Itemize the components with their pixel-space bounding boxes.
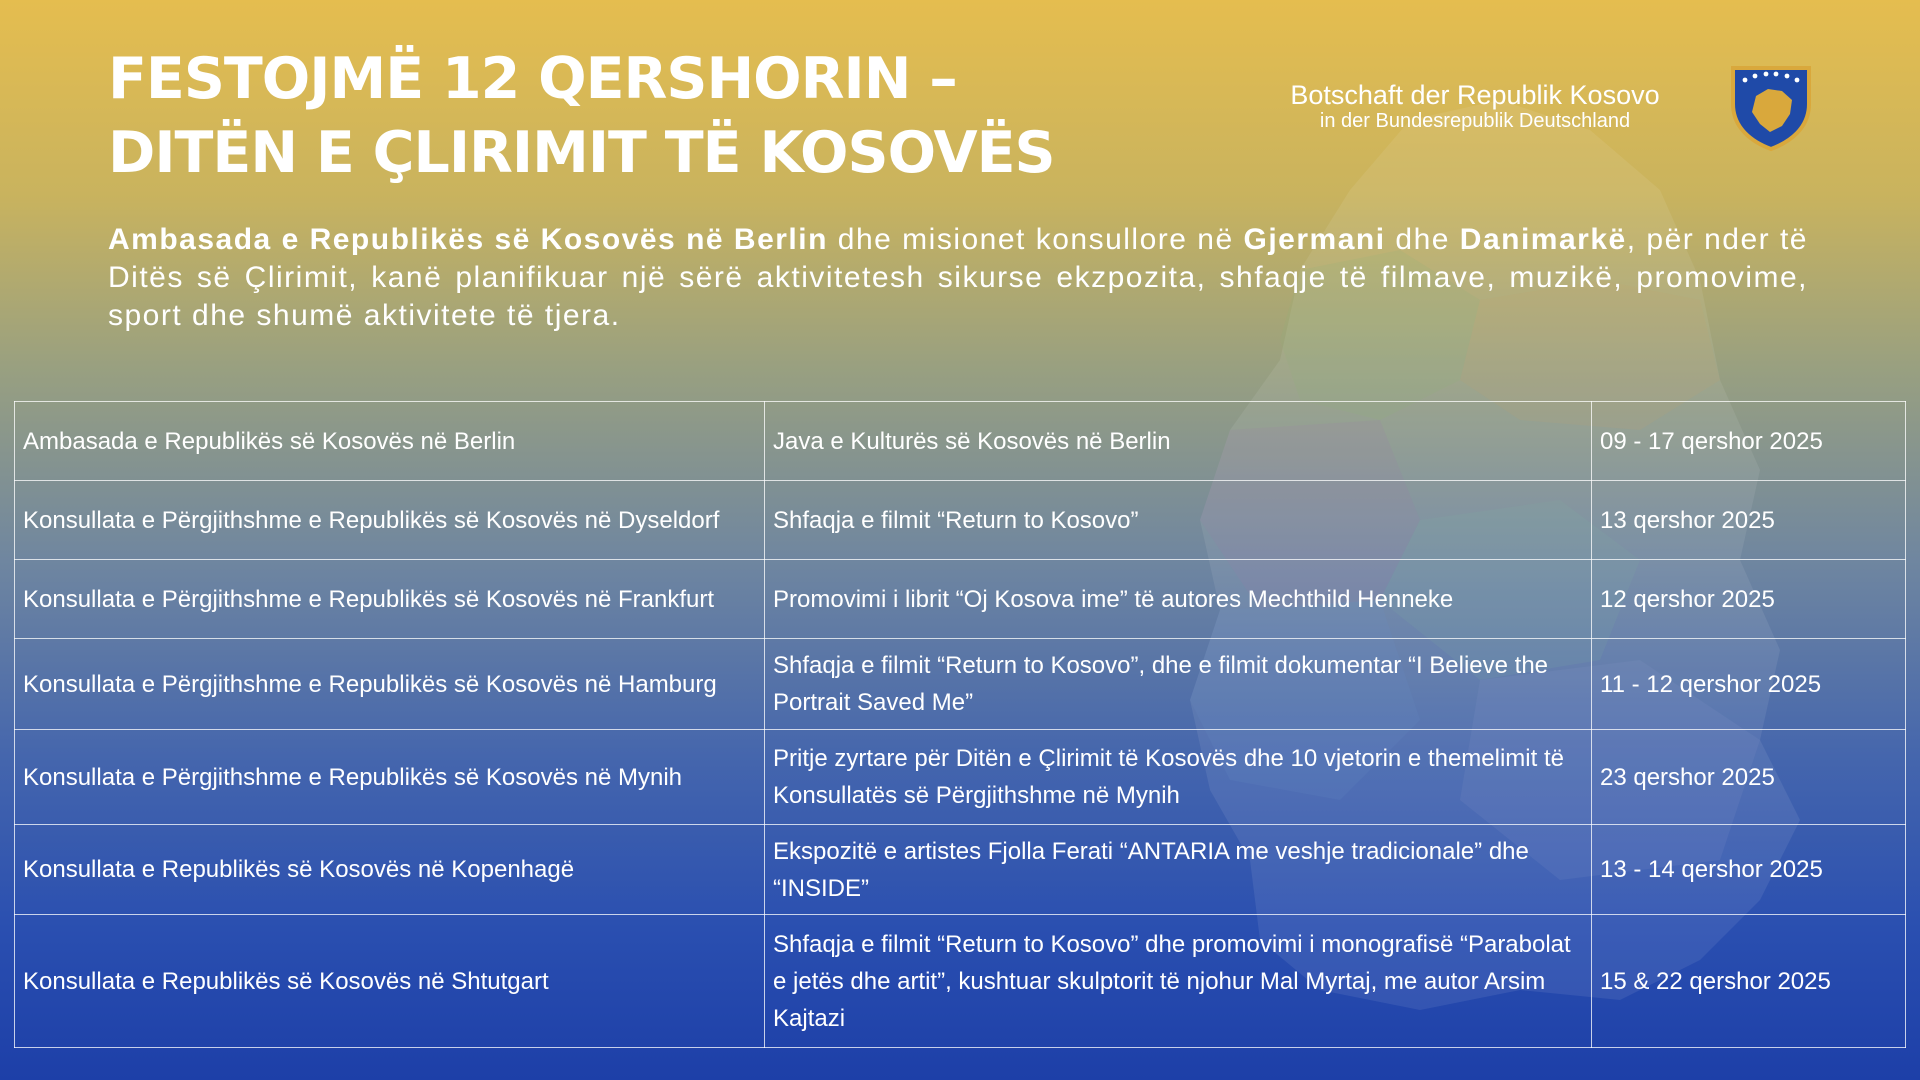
event-activity: Shfaqja e filmit “Return to Kosovo” dhe promovimi i monografisë “Parabolat e jetës dhe artit”, kushtuar skulptorit të njohur Mal Myrtaj, me autor Arsim Kajtazi xyxy=(765,915,1592,1048)
event-date: 09 - 17 qershor 2025 xyxy=(1592,402,1906,481)
event-date: 15 & 22 qershor 2025 xyxy=(1592,915,1906,1048)
event-organizer: Konsullata e Përgjithshme e Republikës së Kosovës në Dyseldorf xyxy=(15,481,765,560)
event-activity: Ekspozitë e artistes Fjolla Ferati “ANTARIA me veshje tradicionale” dhe “INSIDE” xyxy=(765,825,1592,915)
event-date: 11 - 12 qershor 2025 xyxy=(1592,639,1906,730)
event-activity: Shfaqja e filmit “Return to Kosovo” xyxy=(765,481,1592,560)
intro-germany: Gjermani xyxy=(1243,223,1386,256)
intro-paragraph xyxy=(108,221,1808,335)
table-row xyxy=(15,639,1906,730)
title-line-1: FESTOJMË 12 QERSHORIN – xyxy=(108,46,957,112)
table-row xyxy=(15,825,1906,915)
intro-embassy-name: Ambasada e Republikës së Kosovës në Berlin xyxy=(108,223,828,256)
embassy-name xyxy=(1235,80,1715,132)
event-organizer: Konsullata e Përgjithshme e Republikës së Kosovës në Frankfurt xyxy=(15,560,765,639)
event-date: 23 qershor 2025 xyxy=(1592,730,1906,825)
table-row xyxy=(15,730,1906,825)
event-organizer: Konsullata e Përgjithshme e Republikës së Kosovës në Mynih xyxy=(15,730,765,825)
intro-denmark: Danimarkë xyxy=(1459,223,1627,256)
table-row xyxy=(15,560,1906,639)
embassy-name-line-2: in der Bundesrepublik Deutschland xyxy=(1319,110,1631,132)
event-organizer: Konsullata e Republikës së Kosovës në Kopenhagë xyxy=(15,825,765,915)
embassy-name-line-1: Botschaft der Republik Kosovo xyxy=(1290,80,1660,110)
intro-text-1: dhe misionet konsullore në xyxy=(827,223,1244,256)
events-table xyxy=(14,401,1906,1048)
kosovo-coat-of-arms-icon xyxy=(1728,62,1814,152)
table-row xyxy=(15,481,1906,560)
title-line-2: DITËN E ÇLIRIMIT TË KOSOVËS xyxy=(108,120,1055,186)
event-date: 12 qershor 2025 xyxy=(1592,560,1906,639)
event-organizer: Ambasada e Republikës së Kosovës në Berlin xyxy=(15,402,765,481)
table-row xyxy=(15,915,1906,1048)
event-date: 13 qershor 2025 xyxy=(1592,481,1906,560)
event-organizer: Konsullata e Përgjithshme e Republikës së Kosovës në Hamburg xyxy=(15,639,765,730)
event-organizer: Konsullata e Republikës së Kosovës në Shtutgart xyxy=(15,915,765,1048)
intro-text-3: , për nder të Ditës së Çlirimit, kanë planifikuar një sërë aktivitetesh sikurse ekzpozita, shfaqje të filmave, muzikë, promovime, sport dhe shumë aktivitete të tjera. xyxy=(108,223,1808,332)
event-activity: Promovimi i librit “Oj Kosova ime” të autores Mechthild Henneke xyxy=(765,560,1592,639)
event-activity: Shfaqja e filmit “Return to Kosovo”, dhe e filmit dokumentar “I Believe the Portrait Saved Me” xyxy=(765,639,1592,730)
page-title xyxy=(108,42,1055,190)
event-activity: Java e Kulturës së Kosovës në Berlin xyxy=(765,402,1592,481)
event-date: 13 - 14 qershor 2025 xyxy=(1592,825,1906,915)
intro-text-2: dhe xyxy=(1385,223,1460,256)
table-row xyxy=(15,402,1906,481)
event-activity: Pritje zyrtare për Ditën e Çlirimit të Kosovës dhe 10 vjetorin e themelimit të Konsullatës së Përgjithshme në Mynih xyxy=(765,730,1592,825)
